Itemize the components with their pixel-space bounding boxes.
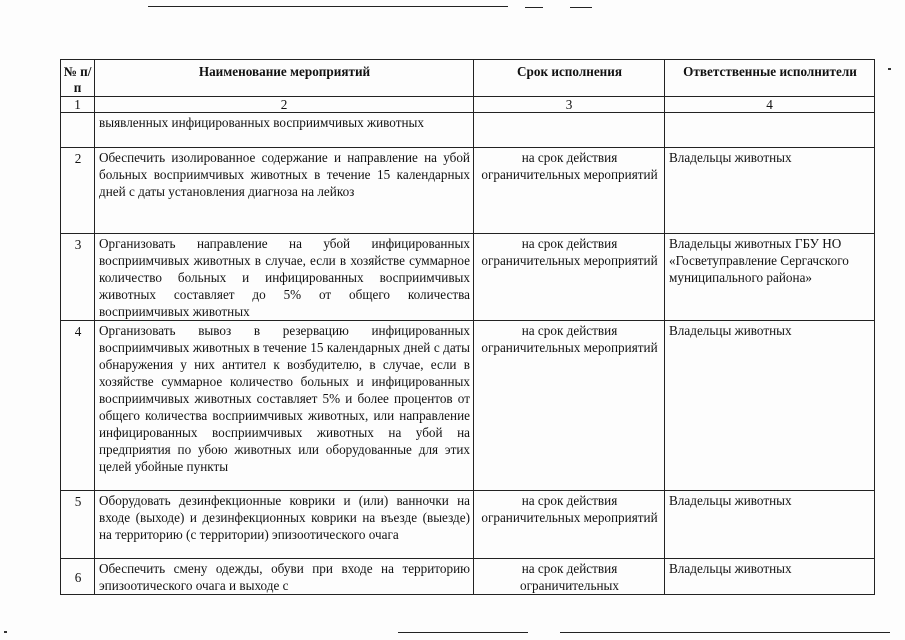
- scan-artifact-bottom-2: [560, 632, 890, 633]
- colnum: 4: [665, 97, 875, 113]
- scan-speck: [4, 631, 7, 633]
- row-term: на срок действия ограничительных мероприятий: [474, 234, 665, 321]
- row-name: [95, 559, 474, 595]
- row-name: Оборудовать дезинфекционные коврики и (или) ванночки на входе (выходе) и дезинфекционных коврики на въезде (выезде) на территорию (с территории) эпизоотического очага: [95, 491, 474, 559]
- scan-artifact-top-2: [525, 7, 543, 8]
- table-row: [61, 113, 875, 148]
- row-num: 3: [61, 234, 95, 321]
- colnum: 1: [61, 97, 95, 113]
- table-row: [61, 491, 875, 559]
- header-term: Срок исполнения: [474, 60, 665, 97]
- row-resp: [665, 113, 875, 148]
- row-term: на срок действия ограничительных мероприятий: [474, 321, 665, 491]
- row-term: на срок действия ограничительных мероприятий: [474, 491, 665, 559]
- header-num: № п/п: [61, 60, 95, 97]
- colnum: 3: [474, 97, 665, 113]
- row-term: [474, 113, 665, 148]
- measures-table: [60, 59, 875, 595]
- row-name-text: Обеспечить смену одежды, обуви при входе на территорию эпизоотического очага и выходе с: [99, 561, 470, 593]
- row-num: 4: [61, 321, 95, 491]
- row-term: [474, 559, 665, 595]
- table-row: [61, 321, 875, 491]
- row-resp: Владельцы животных: [665, 559, 875, 595]
- table-header-row: [61, 60, 875, 97]
- row-name: выявленных инфицированных восприимчивых животных: [95, 113, 474, 148]
- row-resp: Владельцы животных: [665, 491, 875, 559]
- row-resp: Владельцы животных ГБУ НО «Госветуправление Сергачского муниципального района»: [665, 234, 875, 321]
- header-name: Наименование мероприятий: [95, 60, 474, 97]
- scan-artifact-top: [148, 6, 508, 7]
- table-row: [61, 559, 875, 595]
- row-num: [61, 113, 95, 148]
- table-row: [61, 148, 875, 234]
- row-name: Обеспечить изолированное содержание и направление на убой больных восприимчивых животных в течение 15 календарных дней с даты установления диагноза на лейкоз: [95, 148, 474, 234]
- row-num: 2: [61, 148, 95, 234]
- row-term-text: на срок действия ограничительных: [520, 561, 619, 593]
- row-num: 5: [61, 491, 95, 559]
- row-term: на срок действия ограничительных мероприятий: [474, 148, 665, 234]
- scan-artifact-bottom: [398, 632, 528, 633]
- row-name: Организовать вывоз в резервацию инфицированных восприимчивых животных в течение 15 календарных дней с даты обнаружения у них антител к возбудителю, в случае, если в хозяйстве суммарное количество больных и инфицированных восприимчивых животных составляет 5% и более процентов от общего количества восприимчивых животных, или направление инфицированных восприимчивых животных на убой на предприятия по убою животных или оборудованные для этих целей убойные пункты: [95, 321, 474, 491]
- row-num: 6: [61, 559, 95, 595]
- scan-artifact-top-3: [570, 7, 592, 8]
- column-number-row: [61, 97, 875, 113]
- row-resp: Владельцы животных: [665, 148, 875, 234]
- table-row: [61, 234, 875, 321]
- row-resp: Владельцы животных: [665, 321, 875, 491]
- colnum: 2: [95, 97, 474, 113]
- scan-speck: [888, 68, 891, 70]
- row-name: Организовать направление на убой инфицированных восприимчивых животных в случае, если в хозяйстве суммарное количество больных и инфицированных восприимчивых животных составляет до 5% от общего количества восприимчивых животных: [95, 234, 474, 321]
- header-resp: Ответственные исполнители: [665, 60, 875, 97]
